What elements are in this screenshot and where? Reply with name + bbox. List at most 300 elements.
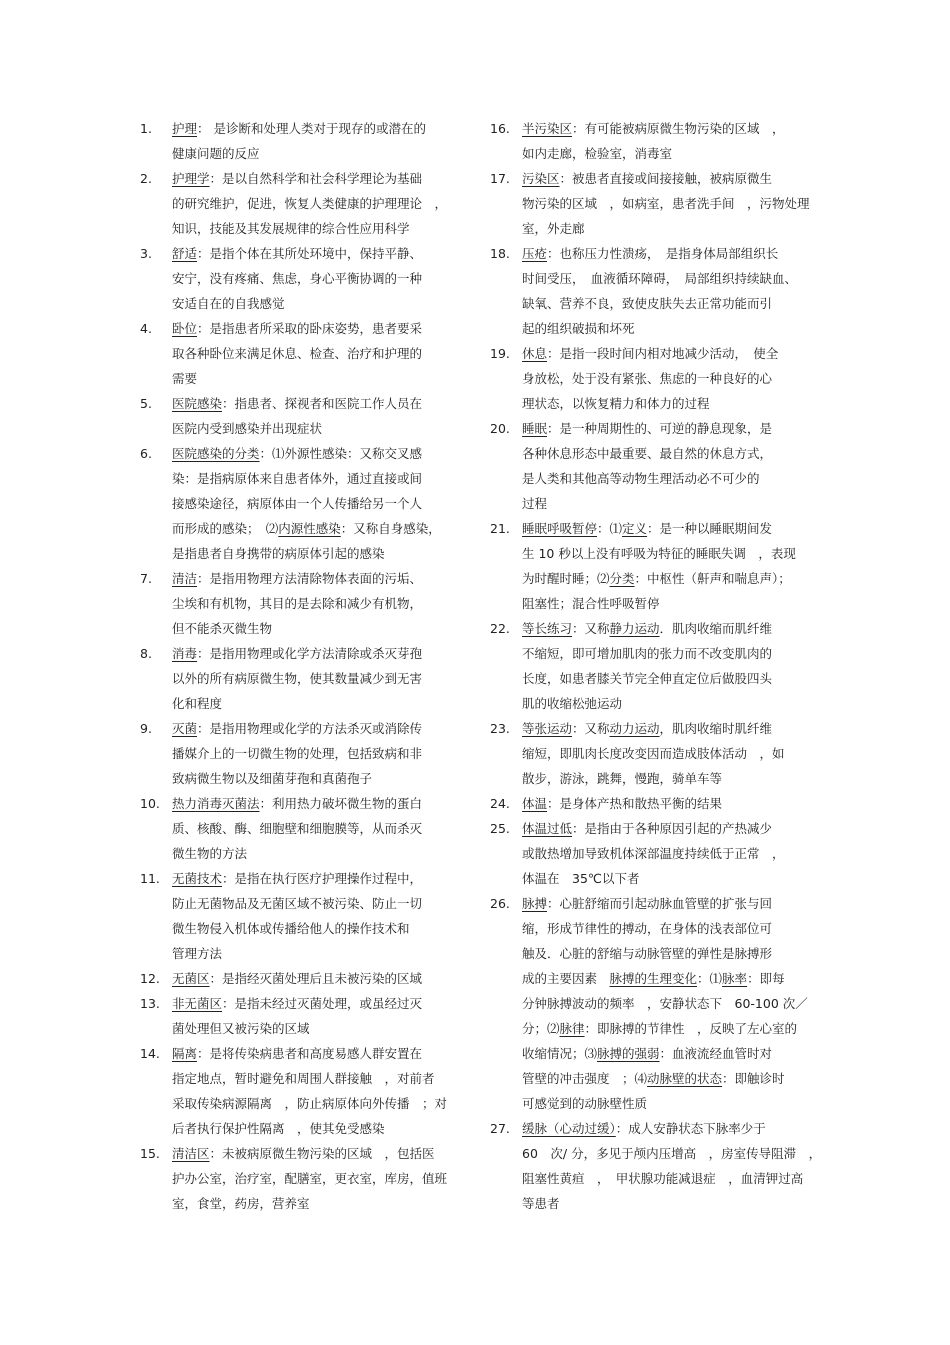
entry-text bbox=[172, 1041, 462, 1141]
entry-text bbox=[172, 641, 462, 716]
text-segment: ：是指在执行医疗护理操作过程中， bbox=[222, 871, 423, 886]
text-segment: 护办公室，治疗室，配膳室，更衣室，库房，值班 bbox=[172, 1171, 448, 1186]
term-label: 脉率 bbox=[722, 971, 748, 986]
text-segment: 医院内受到感染并出现症状 bbox=[172, 421, 323, 436]
text-line bbox=[172, 1066, 462, 1091]
text-segment: 健康问题的反应 bbox=[172, 146, 260, 161]
text-line bbox=[172, 366, 462, 391]
term-label: 体温 bbox=[522, 796, 548, 811]
term-label: 污染区 bbox=[522, 171, 560, 186]
text-segment: 过程 bbox=[522, 496, 548, 511]
text-line bbox=[522, 391, 812, 416]
text-segment: 菌处理但又被污染的区域 bbox=[172, 1021, 310, 1036]
text-segment: 为时醒时睡；⑵ bbox=[522, 571, 610, 586]
text-line bbox=[172, 941, 462, 966]
text-line bbox=[172, 1141, 462, 1166]
text-line bbox=[522, 366, 812, 391]
text-line bbox=[172, 816, 462, 841]
text-line bbox=[522, 416, 812, 441]
text-segment: 是人类和其他高等动物生理活动必不可少的 bbox=[522, 471, 760, 486]
text-segment: ： 是诊断和处理人类对于现存的或潜在的 bbox=[197, 121, 426, 136]
text-line bbox=[522, 141, 812, 166]
text-line bbox=[522, 566, 812, 591]
text-line bbox=[172, 1166, 462, 1191]
term-label: 护理 bbox=[172, 121, 198, 136]
text-line bbox=[522, 716, 812, 741]
text-segment: ：是一种周期性的、可逆的静息现象，是 bbox=[547, 421, 773, 436]
text-line bbox=[522, 316, 812, 341]
entry-number: 3. bbox=[140, 246, 152, 261]
text-line bbox=[522, 291, 812, 316]
text-line bbox=[522, 216, 812, 241]
text-line bbox=[522, 166, 812, 191]
text-segment: ：利用热力破坏微生物的蛋白 bbox=[259, 796, 423, 811]
text-segment: ：又称自身感染， bbox=[340, 521, 441, 536]
text-line bbox=[172, 791, 462, 816]
text-segment: ：即每 bbox=[747, 971, 785, 986]
entry-text bbox=[522, 616, 812, 716]
entry-number: 1. bbox=[140, 121, 152, 136]
term-label: 睡眠呼吸暂停 bbox=[522, 521, 598, 536]
entry-text bbox=[172, 391, 462, 441]
text-line bbox=[172, 1116, 462, 1141]
entry-text bbox=[172, 316, 462, 391]
text-line bbox=[522, 516, 812, 541]
text-segment: 生 10 秒以上没有呼吸为特征的睡眠失调 ，表现 bbox=[522, 546, 796, 561]
text-segment: 需要 bbox=[172, 371, 198, 386]
text-segment: 化和程度 bbox=[172, 696, 223, 711]
text-segment: ：⑴ bbox=[597, 521, 623, 536]
definition-entry bbox=[140, 566, 462, 641]
term-label: 非无菌区 bbox=[172, 996, 223, 1011]
text-segment: 取各种卧位来满足休息、检查、治疗和护理的 bbox=[172, 346, 423, 361]
definition-entry bbox=[140, 316, 462, 391]
definition-entry bbox=[140, 641, 462, 716]
entry-number: 21. bbox=[490, 521, 510, 536]
text-line bbox=[172, 916, 462, 941]
text-line bbox=[172, 1191, 462, 1216]
entry-text bbox=[172, 1141, 462, 1216]
entry-text bbox=[522, 791, 812, 816]
text-segment: ：即脉搏的节律性 ，反映了左心室的 bbox=[584, 1021, 798, 1036]
entry-text bbox=[522, 516, 812, 616]
entry-number: 25. bbox=[490, 821, 510, 836]
text-segment: 如内走廊，检验室，消毒室 bbox=[522, 146, 673, 161]
text-line bbox=[522, 816, 812, 841]
text-segment: ：是指患者所采取的卧床姿势，患者要采 bbox=[197, 321, 423, 336]
definition-entry bbox=[140, 966, 462, 991]
text-line bbox=[172, 166, 462, 191]
entry-number: 24. bbox=[490, 796, 510, 811]
text-line bbox=[522, 491, 812, 516]
text-segment: ，肌肉收缩时肌纤维 bbox=[659, 721, 773, 736]
text-line bbox=[172, 1091, 462, 1116]
text-segment: ：⑴ bbox=[697, 971, 723, 986]
text-segment: 防止无菌物品及无菌区域不被污染、防止一切 bbox=[172, 896, 423, 911]
entry-number: 17. bbox=[490, 171, 510, 186]
text-segment: 管壁的冲击强度 ；⑷ bbox=[522, 1071, 648, 1086]
entry-text bbox=[522, 816, 812, 891]
text-segment: 安适自在的自我感觉 bbox=[172, 296, 285, 311]
term-label: 无菌技术 bbox=[172, 871, 223, 886]
text-line bbox=[172, 891, 462, 916]
term-label: 隔离 bbox=[172, 1046, 198, 1061]
term-label: 舒适 bbox=[172, 246, 198, 261]
term-label: 医院感染的分类 bbox=[172, 446, 260, 461]
text-line bbox=[172, 191, 462, 216]
entry-text bbox=[172, 716, 462, 791]
text-line bbox=[172, 491, 462, 516]
term-label: 等长练习 bbox=[522, 621, 573, 636]
entry-text bbox=[172, 991, 462, 1041]
entry-number: 14. bbox=[140, 1046, 160, 1061]
term-label: 医院感染 bbox=[172, 396, 223, 411]
text-segment: 但不能杀灭微生物 bbox=[172, 621, 273, 636]
entry-text bbox=[522, 416, 812, 516]
definition-entry bbox=[490, 516, 812, 616]
entry-number: 4. bbox=[140, 321, 152, 336]
entry-text bbox=[172, 566, 462, 641]
text-line bbox=[172, 716, 462, 741]
text-line bbox=[172, 991, 462, 1016]
term-label: 消毒 bbox=[172, 646, 198, 661]
text-segment: 知识，技能及其发展规律的综合性应用科学 bbox=[172, 221, 410, 236]
text-segment: 缺氧、营养不良，致使皮肤失去正常功能而引 bbox=[522, 296, 773, 311]
definition-entry bbox=[140, 241, 462, 316]
entry-number: 2. bbox=[140, 171, 152, 186]
text-segment: ：是指由于各种原因引起的产热减少 bbox=[572, 821, 773, 836]
text-line bbox=[522, 841, 812, 866]
definition-entry bbox=[490, 166, 812, 241]
term-label: 等张运动 bbox=[522, 721, 573, 736]
text-segment: 身放松，处于没有紧张、焦虑的一种良好的心 bbox=[522, 371, 773, 386]
definition-entry bbox=[140, 1141, 462, 1216]
entry-number: 16. bbox=[490, 121, 510, 136]
term-label: 护理学 bbox=[172, 171, 210, 186]
text-segment: 微生物侵入机体或传播给他人的操作技术和 bbox=[172, 921, 410, 936]
term-label: 休息 bbox=[522, 346, 548, 361]
entry-text bbox=[172, 791, 462, 866]
text-line bbox=[172, 266, 462, 291]
text-segment: 播媒介上的一切微生物的处理，包括致病和非 bbox=[172, 746, 423, 761]
text-line bbox=[172, 866, 462, 891]
text-segment: ：中枢性（鼾声和喘息声）； bbox=[634, 571, 791, 586]
left-column bbox=[140, 116, 462, 1216]
text-segment: ：指患者、探视者和医院工作人员在 bbox=[222, 396, 423, 411]
text-segment: 室，食堂，药房，营养室 bbox=[172, 1196, 310, 1211]
definition-entry bbox=[490, 241, 812, 341]
text-segment: ：是指一段时间内相对地减少活动， 使全 bbox=[547, 346, 779, 361]
text-line bbox=[172, 616, 462, 641]
text-line bbox=[522, 1166, 821, 1191]
definition-entry bbox=[140, 866, 462, 966]
text-line bbox=[172, 466, 462, 491]
term-label: 睡眠 bbox=[522, 421, 548, 436]
entry-text bbox=[172, 166, 462, 241]
text-segment: ：心脏舒缩而引起动脉血管壁的扩张与回 bbox=[547, 896, 773, 911]
text-line bbox=[172, 641, 462, 666]
text-segment: 肌的收缩松弛运动 bbox=[522, 696, 623, 711]
text-segment: 缩短，即肌肉长度改变因而造成肢体活动 ，如 bbox=[522, 746, 785, 761]
term-label: 定义 bbox=[622, 521, 648, 536]
text-segment: 长度，如患者膝关节完全伸直定位后做股四头 bbox=[522, 671, 773, 686]
definition-entry bbox=[140, 391, 462, 441]
text-segment: 接感染途径，病原体由一个人传播给另一个人 bbox=[172, 496, 423, 511]
text-segment: 分；⑵ bbox=[522, 1021, 560, 1036]
text-segment: ：成人安静状态下脉率少于 bbox=[615, 1121, 766, 1136]
term-label: 灭菌 bbox=[172, 721, 198, 736]
text-line bbox=[522, 266, 812, 291]
text-segment: 60 次/ 分，多见于颅内压增高 ，房室传导阻滞 ， bbox=[522, 1146, 822, 1161]
text-line bbox=[172, 591, 462, 616]
entry-number: 10. bbox=[140, 796, 160, 811]
definition-entry bbox=[140, 791, 462, 866]
text-line bbox=[522, 116, 812, 141]
text-segment: ：即触诊时 bbox=[722, 1071, 785, 1086]
text-segment: ．肌肉收缩而肌纤维 bbox=[659, 621, 773, 636]
definition-entry bbox=[490, 416, 812, 516]
text-segment: ：未被病原微生物污染的区域 ，包括医 bbox=[209, 1146, 435, 1161]
text-segment: 而形成的感染； ⑵ bbox=[172, 521, 279, 536]
entry-text bbox=[522, 116, 812, 166]
text-line bbox=[522, 741, 812, 766]
entry-number: 6. bbox=[140, 446, 152, 461]
text-line bbox=[522, 1066, 812, 1091]
text-segment: 尘埃和有机物，其目的是去除和减少有机物， bbox=[172, 596, 423, 611]
entry-number: 15. bbox=[140, 1146, 160, 1161]
text-segment: ：也称压力性溃疡， 是指身体局部组织长 bbox=[547, 246, 779, 261]
text-segment: 分钟脉搏波动的频率 ，安静状态下 60-100 次／ bbox=[522, 996, 808, 1011]
definition-entry bbox=[140, 1041, 462, 1141]
term-label: 脉搏 bbox=[522, 896, 548, 911]
text-line bbox=[522, 1141, 821, 1166]
text-segment: ：是将传染病患者和高度易感人群安置在 bbox=[197, 1046, 423, 1061]
text-segment: 物污染的区域 ，如病室，患者洗手间 ，污物处理 bbox=[522, 196, 810, 211]
text-line bbox=[172, 116, 462, 141]
text-segment: ：又称交叉感 bbox=[347, 446, 423, 461]
term-label: 体温过低 bbox=[522, 821, 573, 836]
text-segment: 成的主要因素 bbox=[522, 971, 610, 986]
text-line bbox=[522, 541, 812, 566]
text-segment: ：是指用物理或化学方法清除或杀灭芽孢 bbox=[197, 646, 423, 661]
text-line bbox=[522, 1041, 812, 1066]
term-label: 内源性感染 bbox=[278, 521, 341, 536]
text-segment: ：是指个体在其所处环境中，保持平静、 bbox=[197, 246, 423, 261]
text-line bbox=[172, 1016, 462, 1041]
term-label: 热力消毒灭菌法 bbox=[172, 796, 260, 811]
text-line bbox=[172, 216, 462, 241]
definition-entry bbox=[140, 166, 462, 241]
text-line bbox=[172, 141, 462, 166]
entry-text bbox=[522, 166, 812, 241]
text-line bbox=[172, 691, 462, 716]
text-line bbox=[522, 991, 812, 1016]
entry-number: 19. bbox=[490, 346, 510, 361]
entry-number: 23. bbox=[490, 721, 510, 736]
text-line bbox=[522, 766, 812, 791]
text-line bbox=[172, 316, 462, 341]
text-line bbox=[522, 641, 812, 666]
entry-number: 7. bbox=[140, 571, 152, 586]
text-line bbox=[172, 516, 462, 541]
text-line bbox=[522, 966, 812, 991]
term-label: 清洁 bbox=[172, 571, 198, 586]
text-line bbox=[172, 541, 462, 566]
definition-entry bbox=[490, 341, 812, 416]
text-segment: 等患者 bbox=[522, 1196, 560, 1211]
text-segment: 理状态，以恢复精力和体力的过程 bbox=[522, 396, 710, 411]
text-segment: 安宁，没有疼痛、焦虑，身心平衡协调的一种 bbox=[172, 271, 423, 286]
text-segment: ：⑴外源性感染 bbox=[259, 446, 348, 461]
text-segment: 质、核酸、酶、细胞壁和细胞膜等，从而杀灭 bbox=[172, 821, 423, 836]
text-line bbox=[172, 291, 462, 316]
entry-text bbox=[172, 441, 462, 566]
entry-text bbox=[172, 866, 462, 966]
text-line bbox=[172, 841, 462, 866]
definition-entry bbox=[490, 891, 812, 1116]
right-column bbox=[490, 116, 822, 1216]
text-line bbox=[172, 441, 462, 466]
text-segment: 时间受压， 血液循环障碍， 局部组织持续缺血、 bbox=[522, 271, 798, 286]
text-segment: ：是指用物理方法清除物体表面的污垢、 bbox=[197, 571, 423, 586]
text-segment: 致病微生物以及细菌芽孢和真菌孢子 bbox=[172, 771, 373, 786]
text-segment: ：是指经灭菌处理后且未被污染的区域 bbox=[209, 971, 423, 986]
text-segment: ：是指用物理或化学的方法杀灭或消除传 bbox=[197, 721, 423, 736]
term-label: 动脉壁的状态 bbox=[647, 1071, 723, 1086]
text-segment: 阻塞性黄疸 ， 甲状腺功能减退症 ，血清钾过高 bbox=[522, 1171, 804, 1186]
text-line bbox=[522, 191, 812, 216]
text-line bbox=[522, 241, 812, 266]
text-line bbox=[522, 791, 812, 816]
term-label: 脉搏的强弱 bbox=[597, 1046, 660, 1061]
text-line bbox=[522, 1091, 812, 1116]
text-line bbox=[522, 466, 812, 491]
text-segment: ：有可能被病原微生物污染的区域 ， bbox=[572, 121, 785, 136]
entry-text bbox=[522, 341, 812, 416]
text-line bbox=[522, 691, 812, 716]
definition-entry bbox=[490, 816, 812, 891]
definition-entry bbox=[140, 991, 462, 1041]
definition-entry bbox=[490, 1116, 822, 1216]
term-label: 静力运动 bbox=[609, 621, 660, 636]
text-segment: 不缩短，即可增加肌肉的张力而不改变肌肉的 bbox=[522, 646, 773, 661]
text-segment: ：又称 bbox=[572, 721, 610, 736]
entry-number: 11. bbox=[140, 871, 160, 886]
term-label: 压疮 bbox=[522, 246, 548, 261]
entry-number: 20. bbox=[490, 421, 510, 436]
term-label: 分类 bbox=[609, 571, 635, 586]
text-line bbox=[172, 741, 462, 766]
text-line bbox=[522, 916, 812, 941]
text-line bbox=[522, 1191, 821, 1216]
text-line bbox=[522, 341, 812, 366]
text-segment: 缩，形成节律性的搏动，在身体的浅表部位可 bbox=[522, 921, 773, 936]
text-line bbox=[172, 966, 462, 991]
text-line bbox=[522, 441, 812, 466]
text-segment: 后者执行保护性隔离 ，使其免受感染 bbox=[172, 1121, 385, 1136]
definition-entry bbox=[140, 116, 462, 166]
entry-text bbox=[522, 1116, 821, 1216]
term-label: 无菌区 bbox=[172, 971, 210, 986]
text-segment: 微生物的方法 bbox=[172, 846, 248, 861]
text-line bbox=[172, 391, 462, 416]
entry-number: 9. bbox=[140, 721, 152, 736]
text-segment: ：是一种以睡眠期间发 bbox=[647, 521, 773, 536]
entry-text bbox=[172, 241, 462, 316]
text-line bbox=[522, 616, 812, 641]
text-segment: 可感觉到的动脉壁性质 bbox=[522, 1096, 648, 1111]
term-label: 缓脉（心动过缓） bbox=[522, 1121, 616, 1136]
text-line bbox=[522, 666, 812, 691]
text-line bbox=[172, 1041, 462, 1066]
entry-number: 27. bbox=[490, 1121, 510, 1136]
text-segment: 是指患者自身携带的病原体引起的感染 bbox=[172, 546, 385, 561]
entry-number: 5. bbox=[140, 396, 152, 411]
text-line bbox=[522, 1116, 821, 1141]
term-label: 清洁区 bbox=[172, 1146, 210, 1161]
text-segment: 染：是指病原体来自患者体外，通过直接或间 bbox=[172, 471, 423, 486]
text-line bbox=[522, 941, 812, 966]
text-line bbox=[522, 591, 812, 616]
entry-text bbox=[522, 716, 812, 791]
text-segment: 触及．心脏的舒缩与动脉管壁的弹性是脉搏形 bbox=[522, 946, 773, 961]
term-label: 半污染区 bbox=[522, 121, 573, 136]
definition-entry bbox=[140, 441, 462, 566]
term-label: 动力运动 bbox=[609, 721, 660, 736]
entry-text bbox=[522, 891, 812, 1116]
term-label: 脉搏的生理变化 bbox=[609, 971, 698, 986]
entry-number: 8. bbox=[140, 646, 152, 661]
text-line bbox=[172, 666, 462, 691]
text-line bbox=[172, 341, 462, 366]
text-line bbox=[172, 766, 462, 791]
entry-number: 22. bbox=[490, 621, 510, 636]
term-label: 脉律 bbox=[559, 1021, 585, 1036]
text-segment: 或散热增加导致机体深部温度持续低于正常 ， bbox=[522, 846, 785, 861]
text-segment: ：是指未经过灭菌处理，或虽经过灭 bbox=[222, 996, 423, 1011]
definition-entry bbox=[490, 791, 812, 816]
text-line bbox=[172, 241, 462, 266]
text-line bbox=[172, 566, 462, 591]
text-segment: 室，外走廊 bbox=[522, 221, 585, 236]
text-segment: 采取传染病源隔离 ，防止病原体向外传播 ；对 bbox=[172, 1096, 448, 1111]
text-line bbox=[522, 866, 812, 891]
text-segment: 阻塞性；混合性呼吸暂停 bbox=[522, 596, 660, 611]
entry-text bbox=[172, 966, 462, 991]
text-segment: 收缩情况；⑶ bbox=[522, 1046, 598, 1061]
text-segment: 体温在 35℃以下者 bbox=[522, 871, 640, 886]
text-segment: ：血液流经血管时对 bbox=[659, 1046, 773, 1061]
entry-number: 18. bbox=[490, 246, 510, 261]
text-segment: 的研究维护，促进，恢复人类健康的护理理论 ， bbox=[172, 196, 448, 211]
term-label: 卧位 bbox=[172, 321, 198, 336]
definition-entry bbox=[490, 616, 812, 716]
text-segment: 指定地点，暂时避免和周围人群接触 ，对前者 bbox=[172, 1071, 435, 1086]
text-line bbox=[172, 416, 462, 441]
entry-number: 12. bbox=[140, 971, 160, 986]
definition-entry bbox=[490, 116, 812, 166]
text-segment: ：又称 bbox=[572, 621, 610, 636]
definition-entry bbox=[490, 716, 812, 791]
entry-number: 26. bbox=[490, 896, 510, 911]
text-line bbox=[522, 1016, 812, 1041]
text-segment: 起的组织破损和坏死 bbox=[522, 321, 635, 336]
entry-text bbox=[172, 116, 462, 166]
entry-number: 13. bbox=[140, 996, 160, 1011]
text-segment: ：是以自然科学和社会科学理论为基础 bbox=[209, 171, 423, 186]
definition-entry bbox=[140, 716, 462, 791]
text-segment: 以外的所有病原微生物，使其数量减少到无害 bbox=[172, 671, 423, 686]
